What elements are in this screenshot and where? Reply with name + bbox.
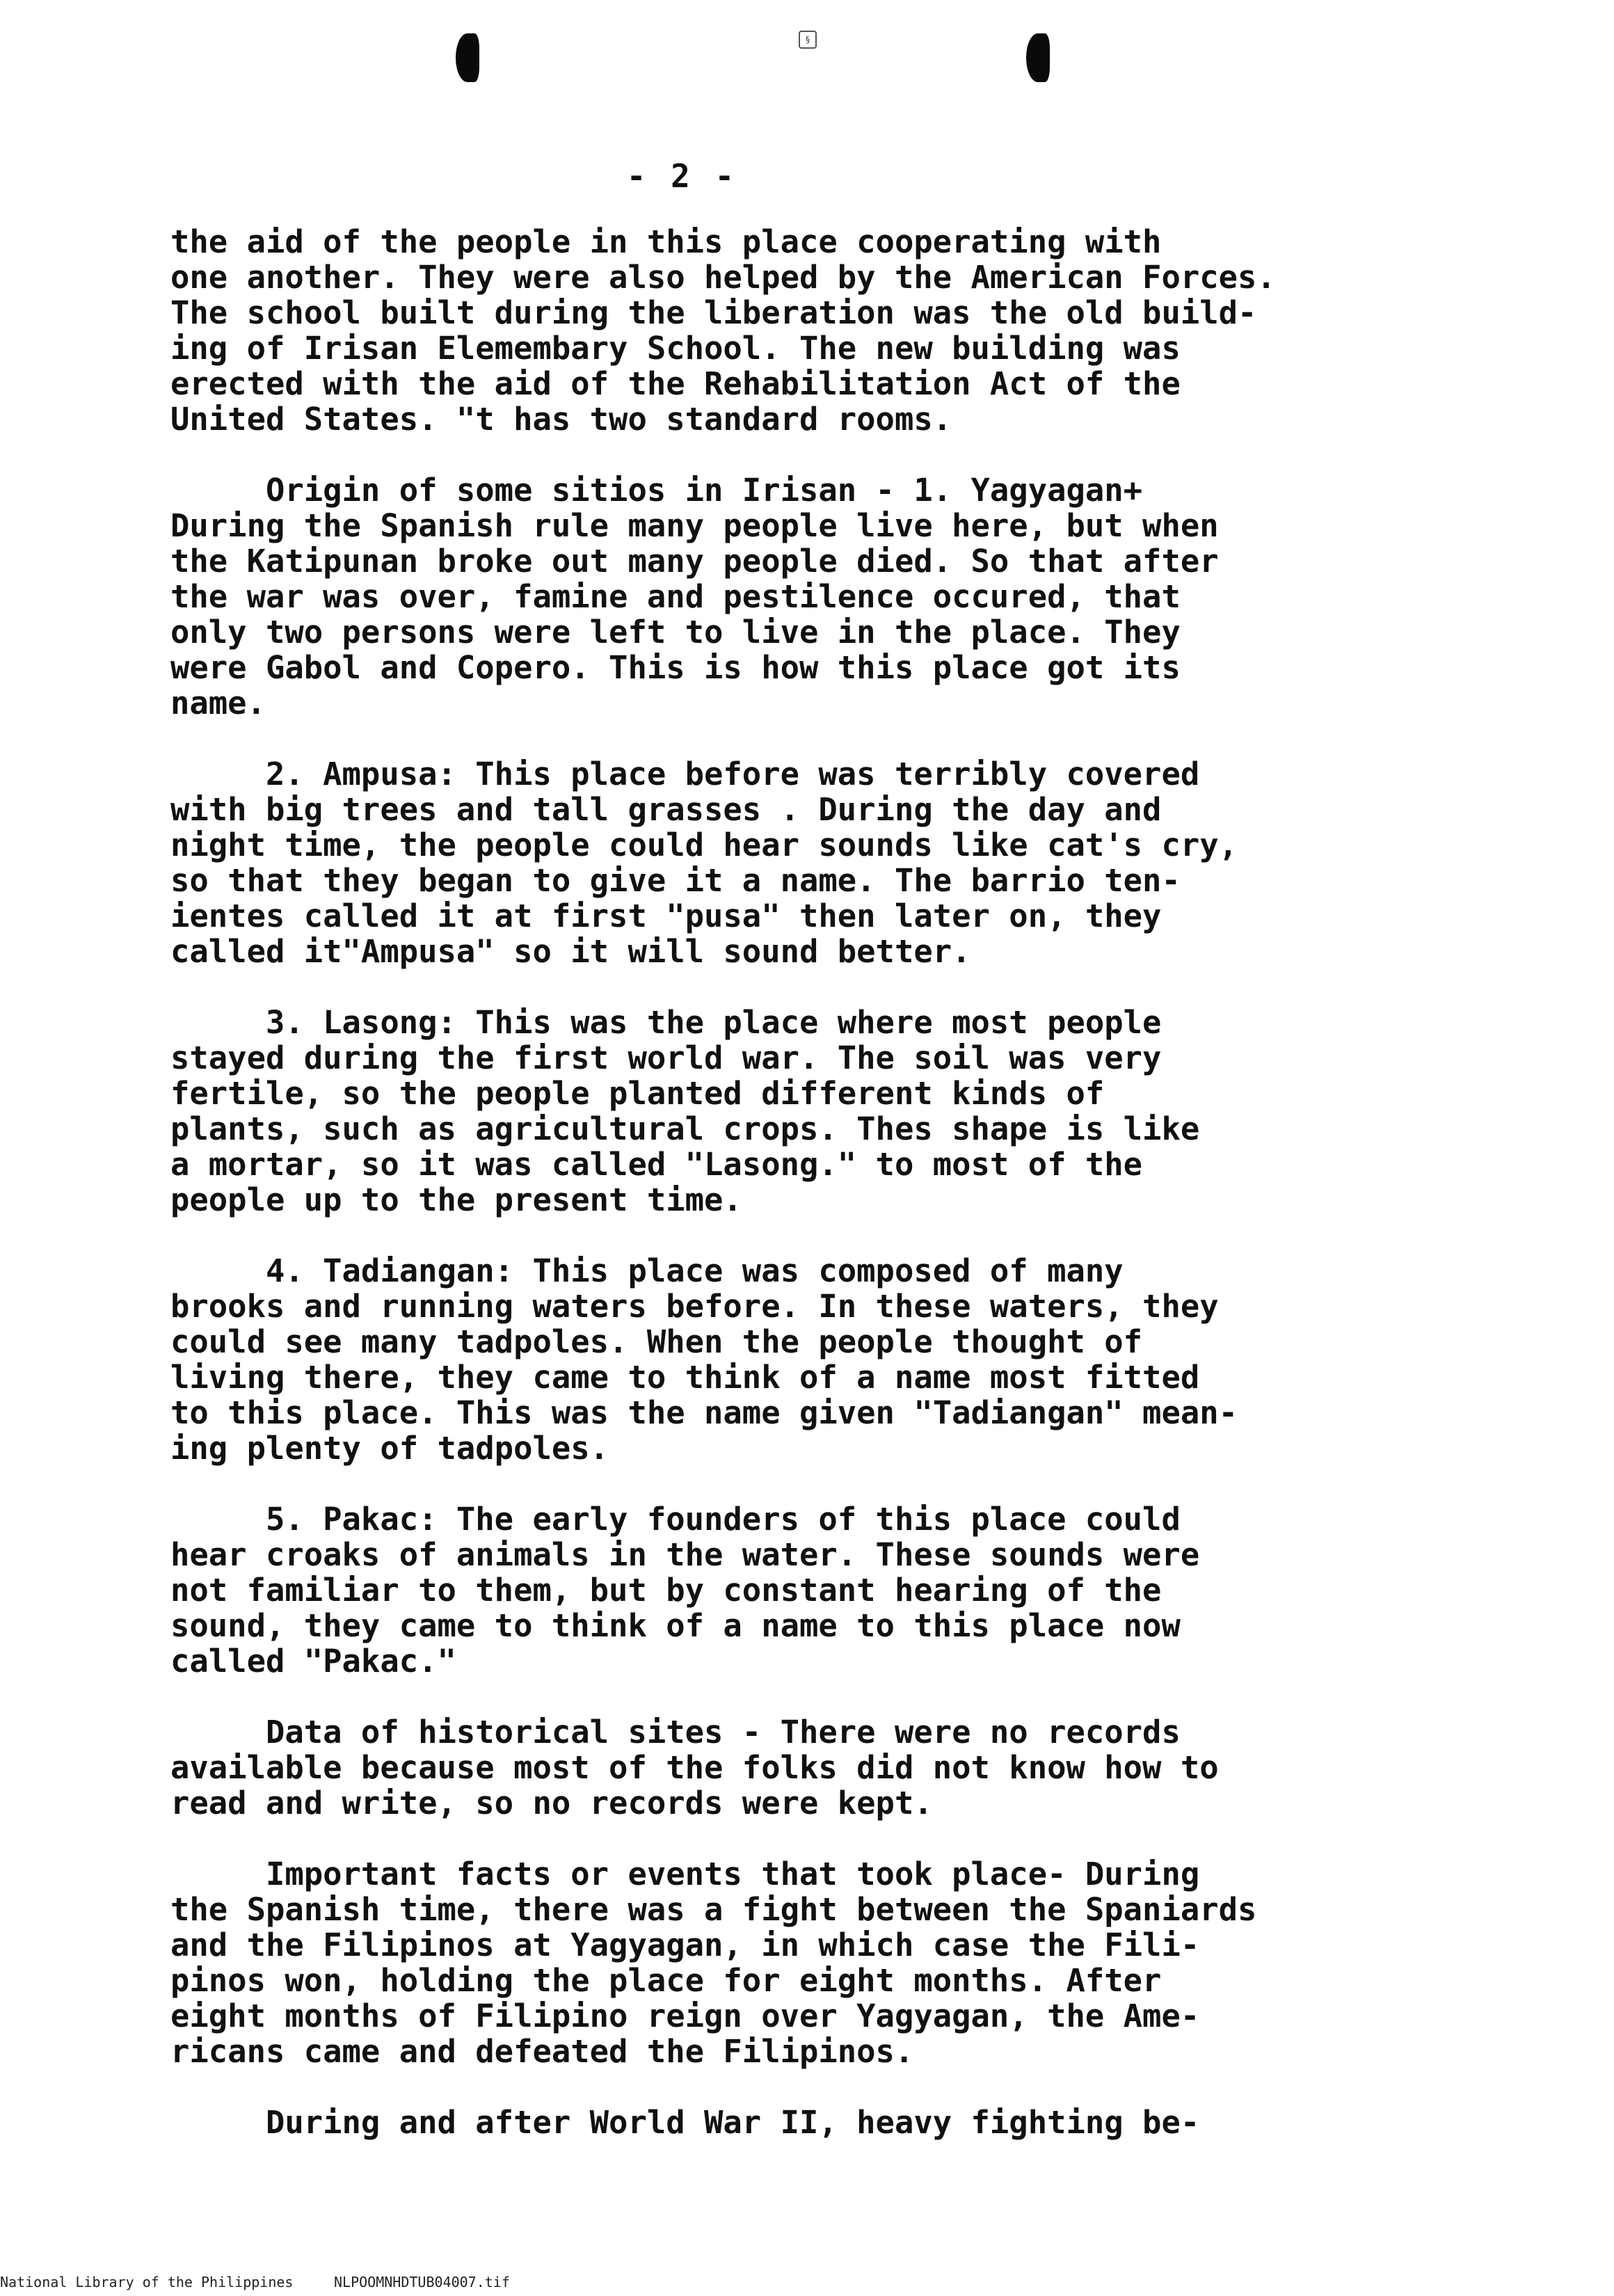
- text-line: sound, they came to think of a name to this place now: [170, 1607, 1181, 1644]
- text-line: 2. Ampusa: This place before was terribly covered: [170, 756, 1200, 792]
- text-line: people up to the present time.: [170, 1181, 742, 1218]
- text-line: United States. "t has two standard rooms.: [170, 401, 952, 438]
- text-line: During and after World War II, heavy fighting be-: [170, 2104, 1200, 2141]
- text-line: the war was over, famine and pestilence occured, that: [170, 578, 1181, 615]
- text-line: living there, they came to think of a name most fitted: [170, 1359, 1200, 1396]
- paragraph: [170, 1714, 1471, 1821]
- text-line: the Spanish time, there was a fight between the Spaniards: [170, 1891, 1257, 1928]
- text-line: name.: [170, 685, 266, 722]
- text-line: with big trees and tall grasses . During the day and: [170, 791, 1162, 828]
- text-line: night time, the people could hear sounds like cat's cry,: [170, 827, 1238, 863]
- text-line: so that they began to give it a name. The barrio ten-: [170, 862, 1181, 899]
- text-line: The school built during the liberation was the old build-: [170, 294, 1257, 331]
- text-line: brooks and running waters before. In these waters, they: [170, 1288, 1219, 1325]
- text-line: Origin of some sitios in Irisan - 1. Yagyagan+: [170, 472, 1143, 509]
- paragraph: [170, 472, 1471, 721]
- text-line: the Katipunan broke out many people died. So that after: [170, 543, 1219, 580]
- stamp-mark: §: [799, 31, 817, 49]
- text-line: to this place. This was the name given "Tadiangan" mean-: [170, 1394, 1238, 1431]
- text-line: pinos won, holding the place for eight months. After: [170, 1962, 1162, 1999]
- text-line: Data of historical sites - There were no records: [170, 1714, 1181, 1751]
- paragraph: [170, 1501, 1471, 1679]
- text-line: read and write, so no records were kept.: [170, 1785, 933, 1821]
- text-line: could see many tadpoles. When the people thought of: [170, 1323, 1143, 1360]
- text-line: Important facts or events that took place- During: [170, 1856, 1200, 1892]
- text-line: eight months of Filipino reign over Yagyagan, the Ame-: [170, 1998, 1200, 2034]
- text-line: were Gabol and Copero. This is how this place got its: [170, 649, 1181, 686]
- punch-hole-left: [456, 33, 479, 82]
- footer-library-name: National Library of the Philippines: [0, 2274, 294, 2290]
- text-line: not familiar to them, but by constant hearing of the: [170, 1572, 1162, 1609]
- paragraph: [170, 1856, 1471, 2069]
- text-line: erected with the aid of the Rehabilitation Act of the: [170, 365, 1181, 402]
- document-body: [170, 224, 1471, 2176]
- text-line: stayed during the first world war. The soil was very: [170, 1039, 1162, 1076]
- text-line: fertile, so the people planted different kinds of: [170, 1075, 1105, 1112]
- footer-filename: NLPOOMNHDTUB04007.tif: [334, 2274, 510, 2290]
- text-line: 4. Tadiangan: This place was composed of many: [170, 1252, 1124, 1289]
- paragraph: [170, 2105, 1471, 2140]
- text-line: one another. They were also helped by the American Forces.: [170, 259, 1276, 296]
- text-line: ing of Irisan Elemembary School. The new building was: [170, 330, 1181, 367]
- text-line: ientes called it at first "pusa" then later on, they: [170, 898, 1162, 934]
- text-line: 3. Lasong: This was the place where most people: [170, 1004, 1162, 1041]
- text-line: During the Spanish rule many people live here, but when: [170, 507, 1219, 544]
- paragraph: [170, 1005, 1471, 1218]
- text-line: and the Filipinos at Yagyagan, in which case the Fili-: [170, 1927, 1200, 1963]
- paragraph: [170, 1253, 1471, 1466]
- text-line: called "Pakac.": [170, 1643, 456, 1680]
- text-line: ricans came and defeated the Filipinos.: [170, 2033, 914, 2070]
- page-number: - 2 -: [626, 157, 737, 195]
- text-line: the aid of the people in this place cooperating with: [170, 223, 1162, 260]
- text-line: plants, such as agricultural crops. Thes shape is like: [170, 1110, 1200, 1147]
- text-line: ing plenty of tadpoles.: [170, 1430, 609, 1467]
- punch-hole-right: [1026, 33, 1050, 82]
- text-line: available because most of the folks did not know how to: [170, 1749, 1219, 1786]
- text-line: 5. Pakac: The early founders of this place could: [170, 1501, 1181, 1538]
- paragraph: [170, 224, 1471, 437]
- paragraph: [170, 756, 1471, 969]
- text-line: called it"Ampusa" so it will sound better.: [170, 933, 971, 970]
- text-line: a mortar, so it was called "Lasong." to most of the: [170, 1146, 1143, 1183]
- text-line: hear croaks of animals in the water. These sounds were: [170, 1536, 1200, 1573]
- text-line: only two persons were left to live in the place. They: [170, 614, 1181, 651]
